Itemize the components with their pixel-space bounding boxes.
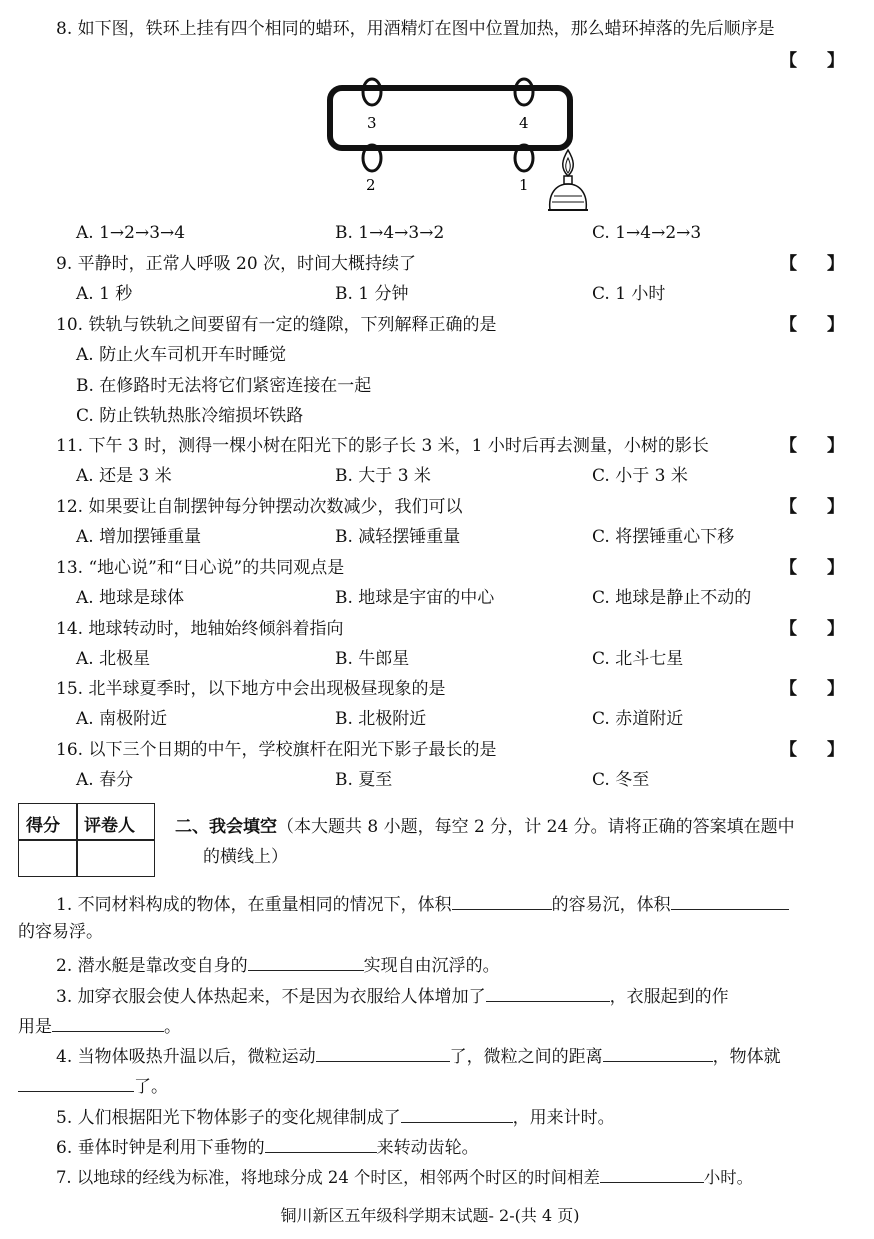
fill-5-text-b: ，用来计时。 [512,1108,615,1128]
q14-option-c: C. 北斗七星 [592,649,684,669]
q11-bracket: 【】 [780,436,874,456]
fill-2-text-a: 2. 潜水艇是靠改变自身的 [56,956,248,976]
q13-option-c: C. 地球是静止不动的 [592,588,752,608]
wax-ring-4 [515,79,533,105]
iron-ring [330,88,570,148]
fill-3-blank-2[interactable] [52,1013,164,1032]
q9-option-c: C. 1 小时 [592,284,666,304]
q16-option-c: C. 冬至 [592,770,650,790]
fill-3-text-c: 用是 [18,1017,52,1037]
q14-text: 14. 地球转动时，地轴始终倾斜着指向 [56,619,344,639]
label-3: 3 [367,114,377,132]
q15-option-c: C. 赤道附近 [592,709,684,729]
fill-6-blank-1[interactable] [265,1134,377,1153]
section2-heading [175,816,795,838]
q9-option-b: B. 1 分钟 [335,284,409,304]
fill-1-blank-2[interactable] [671,891,789,910]
q8-option-b: B. 1→4→3→2 [335,223,445,243]
fill-4-blank-2[interactable] [603,1043,713,1062]
q13-option-b: B. 地球是宇宙的中心 [335,588,495,608]
q12-option-b: B. 减轻摆锤重量 [335,527,461,547]
fill-3-line-2 [18,1013,181,1038]
fill-1-blank-1[interactable] [452,891,552,910]
fill-4-blank-1[interactable] [316,1043,450,1062]
q11-option-a: A. 还是 3 米 [76,466,172,486]
score-label: 得分 [26,816,60,836]
q11-text: 11. 下午 3 时，测得一棵小树在阳光下的影子长 3 米，1 小时后再去测量，小树的影长 [56,436,709,456]
fill-4-text-c: ，物体就 [712,1047,781,1067]
fill-2 [56,952,500,977]
fill-4-text-a: 4. 当物体吸热升温以后，微粒运动 [56,1047,316,1067]
fill-1-text-a: 1. 不同材料构成的物体，在重量相同的情况下，体积 [56,895,452,915]
fill-4-line-2 [18,1073,168,1098]
grader-label: 评卷人 [84,816,135,836]
alcohol-lamp-icon [548,150,588,210]
fill-7-text-b: 小时。 [703,1168,754,1187]
q13-text: 13. “地心说”和“日心说”的共同观点是 [56,558,345,578]
q14-option-b: B. 牛郎星 [335,649,410,669]
q10-option-c: C. 防止铁轨热胀冷缩损坏铁路 [76,406,304,426]
q8-option-a: A. 1→2→3→4 [76,223,186,243]
q10-text: 10. 铁轨与铁轨之间要留有一定的缝隙，下列解释正确的是 [56,315,497,335]
q13-option-a: A. 地球是球体 [76,588,185,608]
label-2: 2 [366,176,376,194]
fill-6 [56,1134,479,1159]
fill-1-text-c: 的容易浮。 [18,922,103,942]
q10-option-a: A. 防止火车司机开车时睡觉 [76,345,287,365]
fill-3-text-d: 。 [164,1017,181,1037]
q15-text: 15. 北半球夏季时，以下地方中会出现极昼现象的是 [56,679,446,699]
label-1: 1 [519,176,529,194]
q8-figure [320,78,600,218]
q16-option-b: B. 夏至 [335,770,393,790]
q12-option-c: C. 将摆锤重心下移 [592,527,735,547]
q14-bracket: 【】 [780,619,874,639]
q16-option-a: A. 春分 [76,770,134,790]
q13-bracket: 【】 [780,558,874,578]
q16-bracket: 【】 [780,740,874,760]
q12-bracket: 【】 [780,497,874,517]
fill-5-blank-1[interactable] [401,1104,513,1123]
q15-option-a: A. 南极附近 [76,709,168,729]
fill-1-text-b: 的容易沉，体积 [551,895,671,915]
q9-bracket: 【】 [780,254,874,274]
q8-option-c: C. 1→4→2→3 [592,223,702,243]
q15-option-b: B. 北极附近 [335,709,427,729]
q11-option-c: C. 小于 3 米 [592,466,688,486]
page-footer: 铜川新区五年级科学期末试题- 2-(共 4 页) [280,1206,580,1225]
fill-4-text-d: 了。 [134,1077,168,1097]
fill-2-blank-1[interactable] [248,952,364,971]
q14-option-a: A. 北极星 [76,649,151,669]
q8-text: 8. 如下图，铁环上挂有四个相同的蜡环，用酒精灯在图中位置加热，那么蜡环掉落的先后顺序是 [56,19,775,39]
score-table [18,803,155,877]
fill-7-blank-1[interactable] [600,1164,704,1183]
q9-option-a: A. 1 秒 [76,284,133,304]
fill-2-text-b: 实现自由沉浮的。 [363,956,500,976]
q8-bracket: 【】 [780,51,874,71]
q15-bracket: 【】 [780,679,874,699]
fill-5-text-a: 5. 人们根据阳光下物体影子的变化规律制成了 [56,1108,401,1128]
q16-text: 16. 以下三个日期的中午，学校旗杆在阳光下影子最长的是 [56,740,497,760]
section2-title: 二、我会填空 [175,817,277,837]
fill-1 [56,891,789,916]
fill-3 [56,983,729,1008]
section2-desc-2: 的横线上） [203,847,288,867]
fill-6-text-b: 来转动齿轮。 [376,1138,479,1158]
label-4: 4 [519,114,529,132]
q12-text: 12. 如果要让自制摆钟每分钟摆动次数减少，我们可以 [56,497,463,517]
fill-3-text-b: ，衣服起到的作 [609,987,729,1007]
section2-desc-1: （本大题共 8 小题，每空 2 分，计 24 分。请将正确的答案填在题中 [277,817,795,837]
fill-7 [56,1164,753,1189]
q11-option-b: B. 大于 3 米 [335,466,431,486]
q12-option-a: A. 增加摆锤重量 [76,527,202,547]
fill-4-text-b: 了，微粒之间的距离 [449,1047,603,1067]
fill-6-text-a: 6. 垂体时钟是利用下垂物的 [56,1138,265,1158]
q10-option-b: B. 在修路时无法将它们紧密连接在一起 [76,376,372,396]
fill-3-blank-1[interactable] [486,983,610,1002]
q10-bracket: 【】 [780,315,874,335]
fill-3-text-a: 3. 加穿衣服会使人体热起来，不是因为衣服给人体增加了 [56,987,486,1007]
fill-7-text-a: 7. 以地球的经线为标准，将地球分成 24 个时区，相邻两个时区的时间相差 [56,1168,600,1187]
wax-ring-3 [363,79,381,105]
fill-4-blank-3[interactable] [18,1073,134,1092]
fill-5 [56,1104,615,1129]
fill-4 [56,1043,781,1068]
q9-text: 9. 平静时，正常人呼吸 20 次，时间大概持续了 [56,254,417,274]
